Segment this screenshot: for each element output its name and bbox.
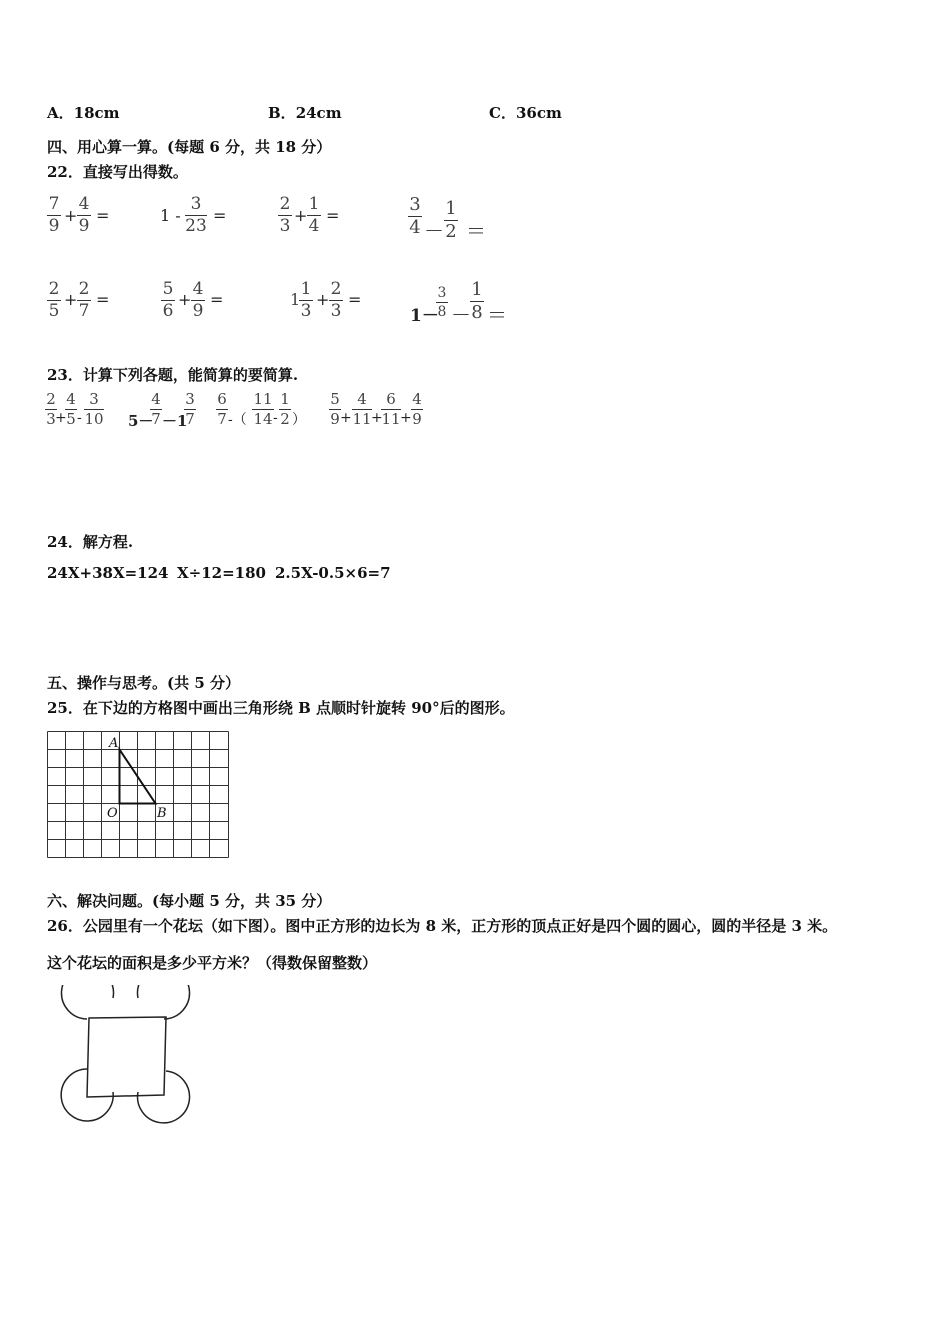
whole-number: 1 <box>290 290 301 309</box>
fraction: 6 11 <box>381 390 401 428</box>
fraction: 2 3 <box>46 390 56 428</box>
fraction: 2 5 <box>48 279 60 321</box>
q26-line2: 这个花坛的面积是多少平方米？（得数保留整数） <box>47 954 378 972</box>
equation-1: 24X+38X=124 <box>47 564 169 582</box>
fraction: 1 8 <box>471 279 483 323</box>
operator: + <box>294 206 308 225</box>
fraction: 3 4 <box>409 194 421 238</box>
equals: = <box>213 206 227 225</box>
option-a-text: 18cm <box>73 104 120 122</box>
operator: + <box>55 410 67 426</box>
operator: + <box>400 410 412 426</box>
equation-3: 2.5X-0.5×6=7 <box>275 564 391 582</box>
q26-line1: 26．公园里有一个花坛（如下图）。图中正方形的边长为 8 米，正方形的顶点正好是四个圆的圆心，圆的半径是 3 米。 <box>47 917 838 935</box>
operator: + <box>316 290 330 309</box>
operator: + <box>64 206 78 225</box>
fraction: 3 10 <box>84 390 104 428</box>
fraction: 2 7 <box>78 279 90 321</box>
fraction: 6 7 <box>217 390 227 428</box>
prefix: 5－ <box>128 412 154 430</box>
close-paren: ） <box>292 412 306 428</box>
operator: － <box>451 303 471 327</box>
prefix: 1 - <box>160 206 181 225</box>
operator: + <box>178 290 192 309</box>
flowerbed-svg <box>55 985 200 1125</box>
option-a-letter: A． <box>47 104 74 122</box>
fraction: 3 8 <box>437 285 447 320</box>
grid-figure <box>47 731 231 861</box>
fraction: 4 9 <box>78 194 90 236</box>
equals: = <box>96 290 110 309</box>
fraction: 7 9 <box>48 194 60 236</box>
option-b-letter: B． <box>268 104 296 122</box>
square <box>87 1017 166 1097</box>
equals: = <box>210 290 224 309</box>
operator: - <box>273 410 278 426</box>
operator: + <box>340 410 352 426</box>
option-a <box>47 102 120 123</box>
prefix: 1－ <box>410 306 439 326</box>
fraction: 1 3 <box>300 279 312 321</box>
equation-2: X÷12=180 <box>177 564 266 582</box>
option-c-text: 36cm <box>515 104 562 122</box>
option-c <box>489 102 562 123</box>
operator: -（ <box>228 412 247 428</box>
option-c-letter: C． <box>489 104 516 122</box>
section6-title: 六、解决问题。(每小题 5 分，共 35 分） <box>47 892 332 910</box>
section5-title: 五、操作与思考。(共 5 分） <box>47 674 240 692</box>
circle-bottom-right <box>138 1071 190 1123</box>
q25-title: 25．在下边的方格图中画出三角形绕 B 点顺时针旋转 90°后的图形。 <box>47 699 515 717</box>
fraction: 1 4 <box>308 194 320 236</box>
option-b <box>268 102 342 123</box>
fraction: 4 5 <box>66 390 76 428</box>
option-b-text: 24cm <box>295 104 342 122</box>
q23-title: 23．计算下列各题，能简算的要简算. <box>47 366 299 384</box>
equals: = <box>96 206 110 225</box>
grid-svg <box>47 731 231 861</box>
fraction: 5 6 <box>162 279 174 321</box>
equals: ＝ <box>487 303 507 327</box>
label-a: A <box>109 736 119 751</box>
circle-top-left <box>61 985 113 1019</box>
equals: = <box>326 206 340 225</box>
fraction: 4 11 <box>352 390 372 428</box>
operator: － <box>424 219 444 243</box>
operator: - <box>77 410 82 426</box>
equals: = <box>348 290 362 309</box>
q24-title: 24．解方程. <box>47 533 134 551</box>
fraction: 3 7 <box>185 390 195 428</box>
section4-title: 四、用心算一算。(每题 6 分，共 18 分） <box>47 138 332 156</box>
equals: ＝ <box>466 219 486 243</box>
operator: + <box>371 410 383 426</box>
fraction: 2 3 <box>279 194 291 236</box>
fraction: 11 14 <box>253 390 273 428</box>
operator: + <box>64 290 78 309</box>
label-o: O <box>107 806 118 821</box>
fraction: 1 2 <box>280 390 290 428</box>
flowerbed-figure <box>55 985 200 1125</box>
fraction: 4 9 <box>412 390 422 428</box>
fraction: 5 9 <box>330 390 340 428</box>
fraction: 4 9 <box>192 279 204 321</box>
fraction: 2 3 <box>330 279 342 321</box>
q22-title: 22．直接写出得数。 <box>47 163 188 181</box>
circle-top-right <box>138 985 190 1019</box>
fraction: 4 7 <box>151 390 161 428</box>
grid-lines <box>48 732 229 858</box>
operator: －1 <box>162 412 188 430</box>
label-b: B <box>157 806 167 821</box>
fraction: 1 2 <box>445 198 457 242</box>
fraction: 3 23 <box>185 194 207 236</box>
